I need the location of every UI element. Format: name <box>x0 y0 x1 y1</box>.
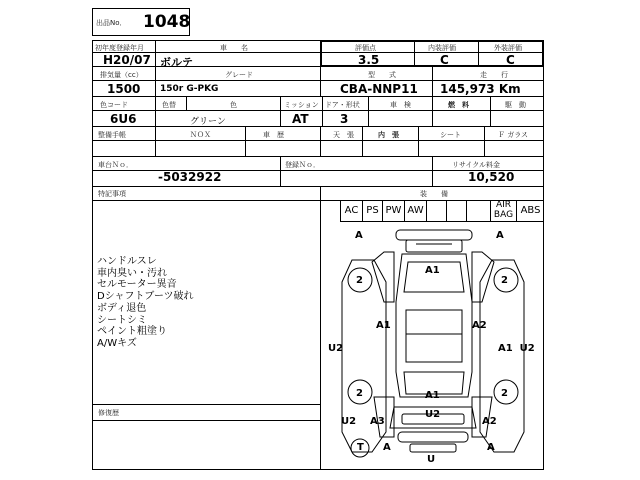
mileage-value: 145,973 Km <box>440 82 521 96</box>
model-value: ボルテ <box>160 56 193 69</box>
interior-label: 内装評価 <box>428 44 456 52</box>
lot-number: 1048 <box>143 12 191 32</box>
mark-a3: A3 <box>370 416 385 427</box>
seat-label: シート <box>440 131 461 139</box>
chassis-value: -5032922 <box>158 170 222 184</box>
note-item: Dシャフトブーツ破れ <box>97 291 194 303</box>
repair-history-label: 修復歴 <box>98 409 119 417</box>
score-label: 評価点 <box>355 44 376 52</box>
mark-u: U <box>427 454 436 465</box>
mark-a-bottom-2: A <box>487 442 495 453</box>
mark-u2-bottom-left: U2 <box>341 416 357 427</box>
first-reg-value: H20/07 <box>103 53 151 67</box>
mark-u2-left: U2 <box>328 343 344 354</box>
note-item: ボディ退色 <box>97 302 147 314</box>
equipment-label: 装 備 <box>420 190 448 198</box>
model-label: 車 名 <box>220 44 248 52</box>
fuel-label: 燃 料 <box>448 101 469 109</box>
note-item: セルモーター異音 <box>97 279 177 291</box>
lot-box <box>92 8 190 36</box>
color-value: グリーン <box>190 117 226 127</box>
mark-a-top-left: A <box>355 230 363 241</box>
grade-label: グレード <box>225 71 253 79</box>
interior-value: C <box>440 53 449 67</box>
mark-2-top-right: 2 <box>501 275 508 286</box>
equip-ps: PS <box>366 205 379 216</box>
exterior-value: C <box>506 53 515 67</box>
mark-a2-bottom-right: A2 <box>482 416 497 427</box>
mark-2-bottom-left: 2 <box>356 388 363 399</box>
recycle-value: 10,520 <box>468 170 515 184</box>
grade-value: 150r G-PKG <box>160 84 219 94</box>
note-item: 車内臭い・汚れ <box>97 267 167 279</box>
mark-2-bottom-right: 2 <box>501 388 508 399</box>
type-label: 型 式 <box>368 71 396 79</box>
interior2-label: 内 張 <box>378 131 399 139</box>
color-change-label: 色替 <box>162 101 176 109</box>
mark-a1-left: A1 <box>376 320 391 331</box>
chassis-label: 車台Ｎｏ． <box>98 161 133 169</box>
recycle-label: リサイクル料金 <box>452 161 501 169</box>
displacement-label: 排気量（cc） <box>100 71 143 79</box>
mission-label: ミッション <box>284 101 319 109</box>
mark-t: T <box>357 442 364 453</box>
mark-a2-right: A2 <box>472 320 487 331</box>
mark-a-bottom-1: A <box>383 442 391 453</box>
rear-bumper <box>398 432 468 442</box>
sunroof-label: 天 張 <box>333 131 354 139</box>
mileage-label: 走 行 <box>480 71 508 79</box>
note-item: シートシミ <box>97 314 147 326</box>
note-item: ペイント粗塗り <box>97 326 167 338</box>
mark-u2-bottom: U2 <box>425 409 441 420</box>
color-code-value: 6U6 <box>110 112 137 126</box>
doors-value: 3 <box>340 112 349 126</box>
mark-2-top-left: 2 <box>356 275 363 286</box>
equip-aw: AW <box>407 205 424 216</box>
mark-a1-u2-right: A1 U2 <box>498 343 535 354</box>
mark-a1-top: A1 <box>425 265 440 276</box>
score-value: 3.5 <box>358 53 380 67</box>
drive-label: 駆 動 <box>505 101 526 109</box>
type-value: CBA-NNP11 <box>340 82 418 96</box>
equip-ac: AC <box>344 205 359 216</box>
history-label: 車 歴 <box>263 131 284 139</box>
lot-label: 出品No． <box>96 19 127 27</box>
equip-airbag: AIR BAG <box>493 200 514 220</box>
notes-list <box>97 256 317 350</box>
nox-label: ＮＯＸ <box>190 131 211 139</box>
first-reg-label: 初年度登録年月 <box>95 44 144 52</box>
glass-label: Ｆ ガラス <box>498 131 529 139</box>
reg-label: 登録Ｎｏ． <box>285 161 320 169</box>
inspection-label: 車 検 <box>390 101 411 109</box>
doors-label: ドア・形状 <box>325 101 360 109</box>
equip-pw: PW <box>385 205 402 216</box>
displacement-value: 1500 <box>107 82 141 96</box>
special-notes-label: 特記事項 <box>98 190 126 198</box>
exterior-label: 外装評価 <box>494 44 522 52</box>
equip-abs: ABS <box>520 205 541 216</box>
note-item: A/Wキズ <box>97 337 137 349</box>
mark-a-top-right: A <box>496 230 504 241</box>
manual-label: 整備手帳 <box>98 131 126 139</box>
mission-value: AT <box>292 112 309 126</box>
color-label: 色 <box>230 101 237 109</box>
front-bumper <box>396 230 472 240</box>
mark-a1-bottom: A1 <box>425 390 440 401</box>
color-code-label: 色コード <box>100 101 128 109</box>
note-item: ハンドルスレ <box>97 256 157 267</box>
